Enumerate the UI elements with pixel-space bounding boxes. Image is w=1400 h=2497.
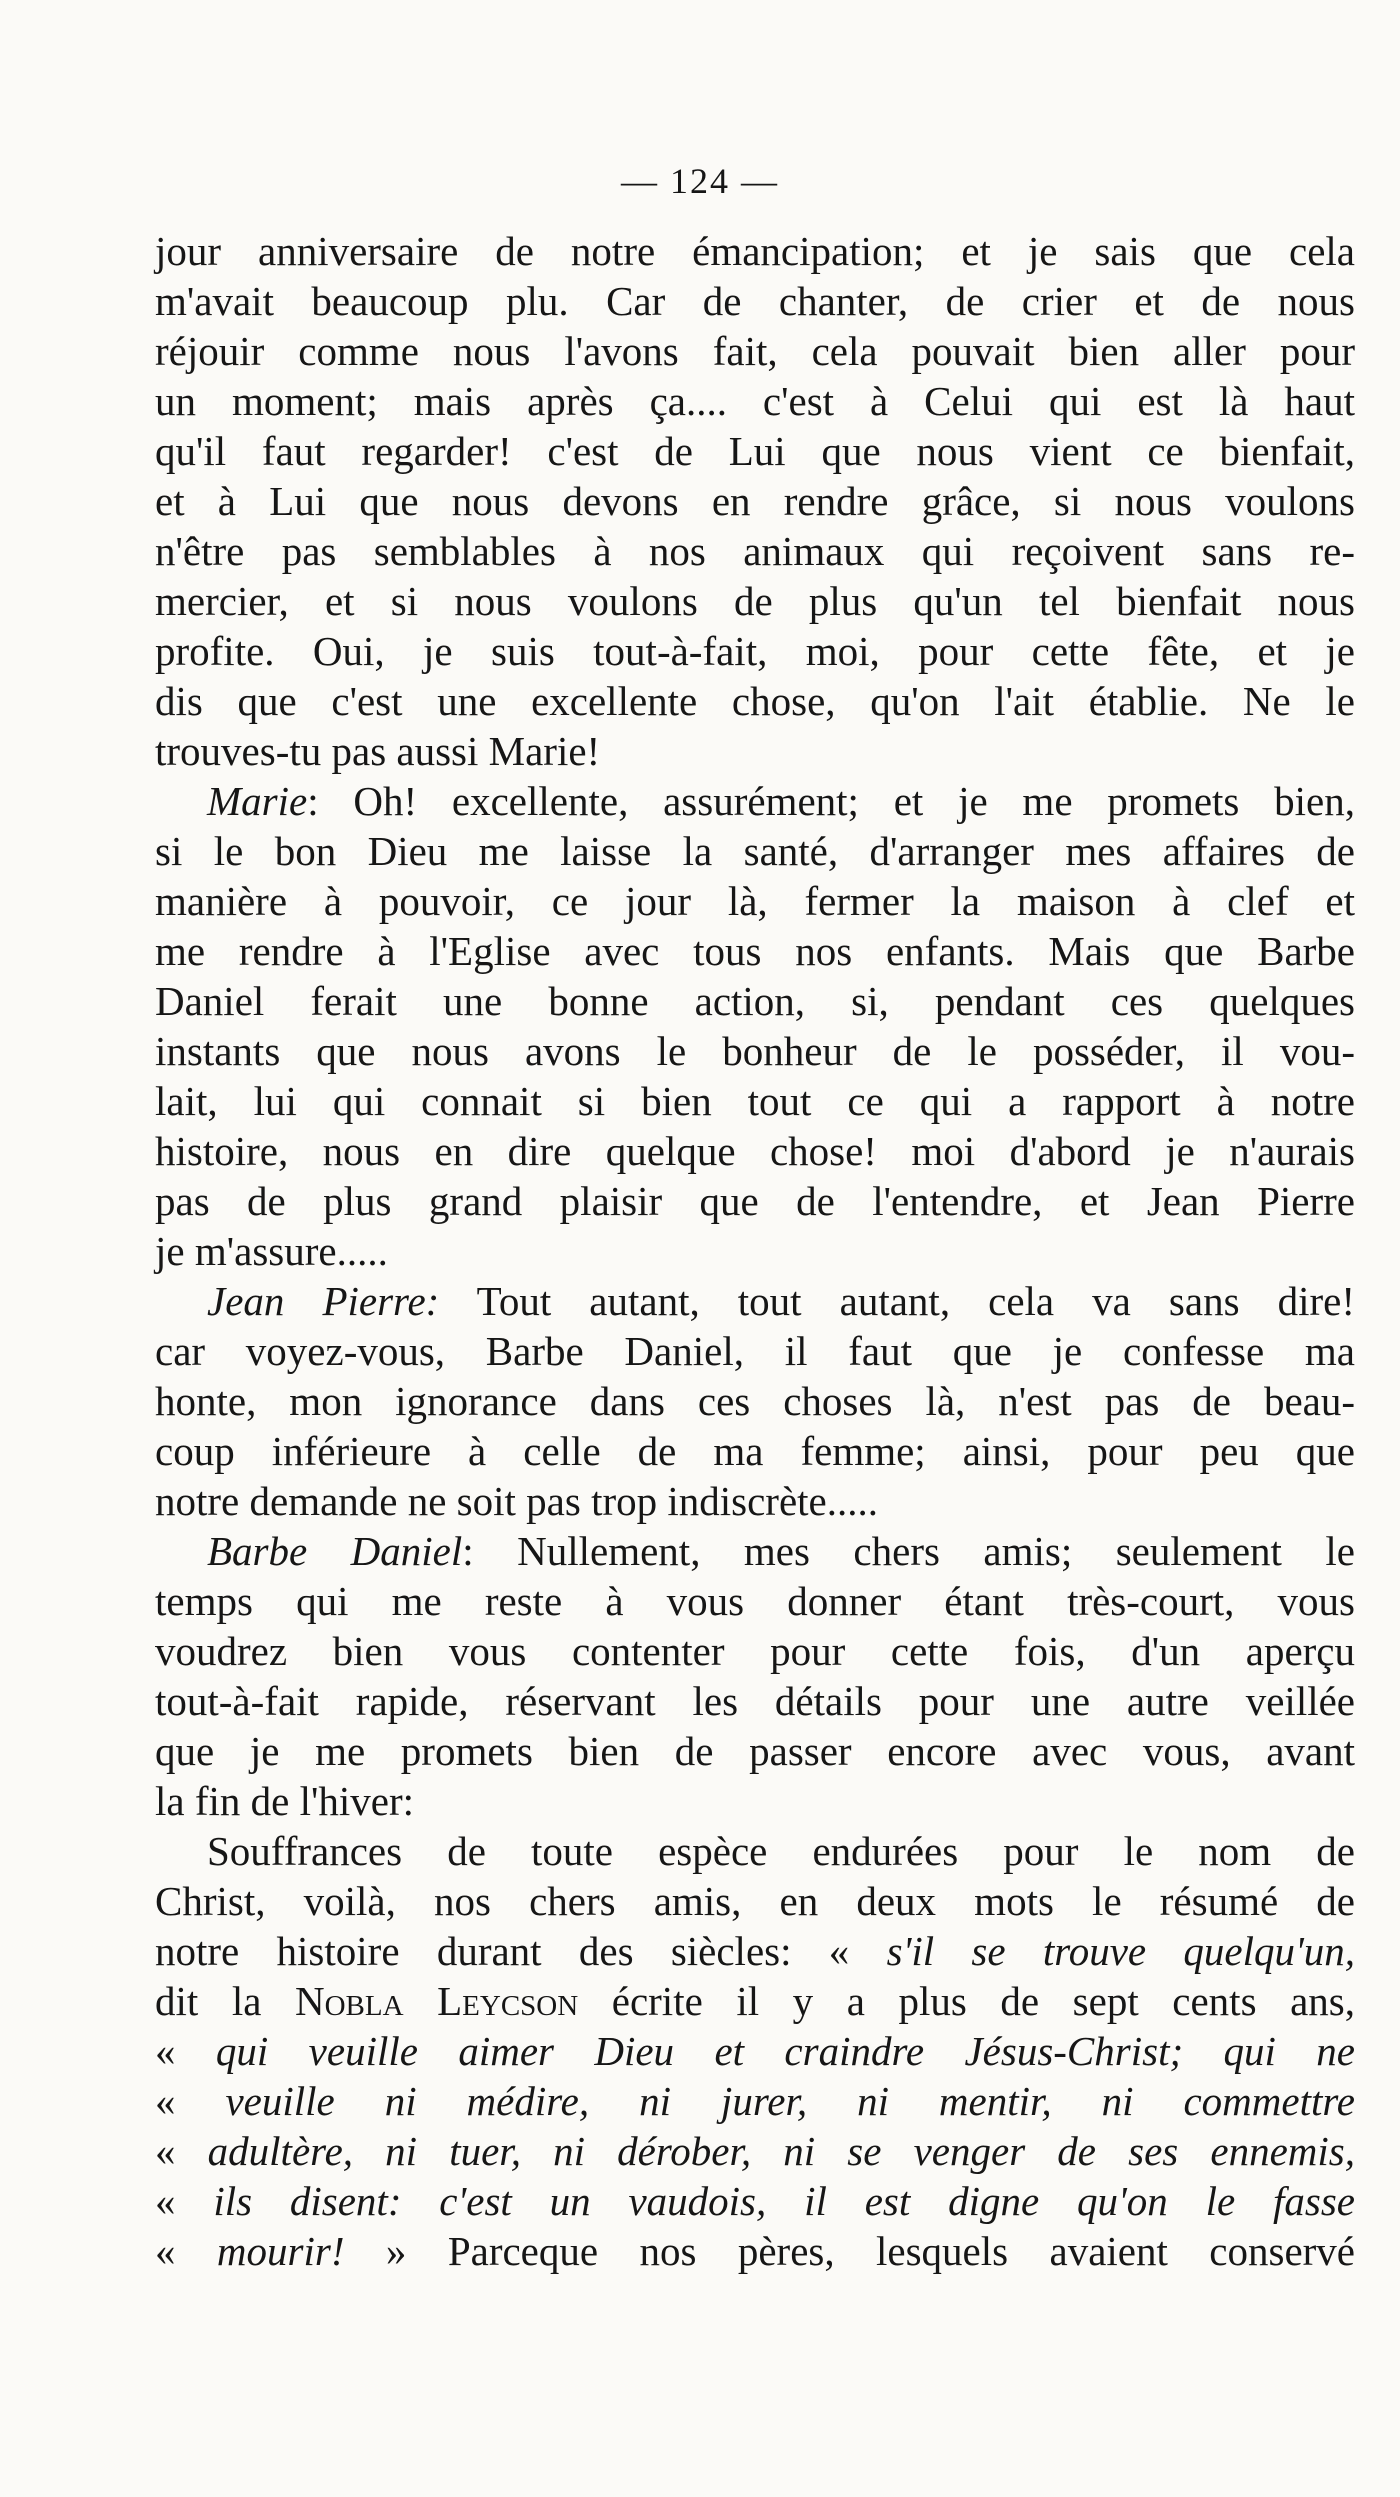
italic-quote: qui veuille aimer Dieu et craindre Jésus-Christ; qui ne: [215, 2028, 1355, 2074]
text-line: [155, 476, 1355, 526]
line-text: un moment; mais après ça.... c'est à Celui qui est là haut: [155, 378, 1355, 424]
text-line: [155, 576, 1355, 626]
line-text: Souffrances de toute espèce endurées pour le nom de: [207, 1828, 1355, 1874]
line-text: dit la: [155, 1978, 295, 2024]
text-line: [155, 1526, 1355, 1576]
text-line: [155, 926, 1355, 976]
small-caps-title: Nobla Leycson: [295, 1978, 579, 2024]
body-text: [155, 226, 1355, 2276]
line-text: profite. Oui, je suis tout-à-fait, moi, pour cette fête, et je: [155, 628, 1355, 674]
line-text: instants que nous avons le bonheur de le posséder, il vou-: [155, 1028, 1355, 1074]
line-text: pas de plus grand plaisir que de l'entendre, et Jean Pierre: [155, 1178, 1355, 1224]
italic-quote: veuille ni médire, ni jurer, ni mentir, ni commettre: [225, 2078, 1356, 2124]
text-line: [155, 326, 1355, 376]
text-line: [155, 1676, 1355, 1726]
line-text: et à Lui que nous devons en rendre grâce, si nous voulons: [155, 478, 1355, 524]
page-number: — 124 —: [621, 161, 779, 201]
text-line: [155, 226, 1355, 276]
text-line: [155, 1026, 1355, 1076]
italic-quote: mourir!: [216, 2228, 345, 2274]
text-line: [155, 1826, 1355, 1876]
text-line: [155, 2226, 1355, 2276]
line-text: réjouir comme nous l'avons fait, cela pouvait bien aller pour: [155, 328, 1355, 374]
line-text: n'être pas semblables à nos animaux qui reçoivent sans re-: [155, 528, 1355, 574]
text-line: [155, 426, 1355, 476]
line-text: notre histoire durant des siècles: «: [155, 1928, 887, 1974]
italic-quote: adultère, ni tuer, ni dérober, ni se venger de ses ennemis,: [207, 2128, 1356, 2174]
text-line: [155, 1376, 1355, 1426]
line-text-tail: écrite il y a plus de sept cents ans,: [578, 1978, 1355, 2024]
text-line: [155, 2076, 1355, 2126]
text-line: [155, 1276, 1355, 1326]
line-text: mercier, et si nous voulons de plus qu'un tel bienfait nous: [155, 578, 1355, 624]
text-line: [155, 1626, 1355, 1676]
line-text: notre demande ne soit pas trop indiscrète.....: [155, 1478, 878, 1524]
line-text: honte, mon ignorance dans ces choses là, n'est pas de beau-: [155, 1378, 1355, 1424]
text-line: [155, 2126, 1355, 2176]
text-line: [155, 976, 1355, 1026]
text-line: [155, 626, 1355, 676]
line-text: Christ, voilà, nos chers amis, en deux mots le résumé de: [155, 1878, 1355, 1924]
text-line: [155, 1726, 1355, 1776]
line-text: coup inférieure à celle de ma femme; ainsi, pour peu que: [155, 1428, 1355, 1474]
text-line: [155, 726, 1355, 776]
line-text: qu'il faut regarder! c'est de Lui que nous vient ce bienfait,: [155, 428, 1355, 474]
text-line: [155, 1776, 1355, 1826]
italic-quote: s'il se trouve quelqu'un,: [886, 1928, 1355, 1974]
line-text: je m'assure.....: [155, 1228, 388, 1274]
line-text: histoire, nous en dire quelque chose! moi d'abord je n'aurais: [155, 1128, 1355, 1174]
text-line: [155, 1976, 1355, 2026]
line-text: tout-à-fait rapide, réservant les détails pour une autre veillée: [155, 1678, 1355, 1724]
text-line: [155, 2026, 1355, 2076]
text-line: [155, 1226, 1355, 1276]
text-line: [155, 1176, 1355, 1226]
text-line: [155, 876, 1355, 926]
line-text: car voyez-vous, Barbe Daniel, il faut que je confesse ma: [155, 1328, 1355, 1374]
text-line: [155, 1426, 1355, 1476]
text-line: [155, 1926, 1355, 1976]
text-line: [155, 776, 1355, 826]
line-text: «: [155, 2228, 217, 2274]
line-text: temps qui me reste à vous donner étant très-court, vous: [155, 1578, 1355, 1624]
italic-quote: ils disent: c'est un vaudois, il est digne qu'on le fasse: [213, 2178, 1355, 2224]
line-text: jour anniversaire de notre émancipation; et je sais que cela: [155, 228, 1355, 274]
line-text: trouves-tu pas aussi Marie!: [155, 728, 601, 774]
speaker-name: Marie: [207, 778, 308, 824]
text-line: [155, 2176, 1355, 2226]
line-text: la fin de l'hiver:: [155, 1778, 414, 1824]
text-line: [155, 1876, 1355, 1926]
line-text: voudrez bien vous contenter pour cette fois, d'un aperçu: [155, 1628, 1355, 1674]
text-line: [155, 276, 1355, 326]
speaker-name: Barbe Daniel: [207, 1528, 463, 1574]
line-text: Daniel ferait une bonne action, si, pendant ces quelques: [155, 978, 1355, 1024]
line-text: : Nullement, mes chers amis; seulement le: [462, 1528, 1355, 1574]
line-text: : Oh! excellente, assurément; et je me promets bien,: [307, 778, 1355, 824]
line-text: «: [155, 2128, 208, 2174]
text-line: [155, 1576, 1355, 1626]
line-text: lait, lui qui connait si bien tout ce qui a rapport à notre: [155, 1078, 1355, 1124]
line-text: Tout autant, tout autant, cela va sans dire!: [439, 1278, 1355, 1324]
line-text: me rendre à l'Eglise avec tous nos enfants. Mais que Barbe: [155, 928, 1355, 974]
line-text-tail: » Parceque nos pères, lesquels avaient conservé: [344, 2228, 1356, 2274]
text-line: [155, 1476, 1355, 1526]
line-text: «: [155, 2178, 214, 2224]
text-line: [155, 826, 1355, 876]
line-text: «: [155, 2028, 216, 2074]
speaker-name: Jean Pierre:: [207, 1278, 440, 1324]
text-line: [155, 1126, 1355, 1176]
line-text: que je me promets bien de passer encore avec vous, avant: [155, 1728, 1355, 1774]
text-line: [155, 526, 1355, 576]
line-text: manière à pouvoir, ce jour là, fermer la maison à clef et: [155, 878, 1355, 924]
text-line: [155, 376, 1355, 426]
line-text: m'avait beaucoup plu. Car de chanter, de crier et de nous: [155, 278, 1355, 324]
text-line: [155, 1326, 1355, 1376]
text-line: [155, 676, 1355, 726]
line-text: si le bon Dieu me laisse la santé, d'arranger mes affaires de: [155, 828, 1355, 874]
text-line: [155, 1076, 1355, 1126]
line-text: dis que c'est une excellente chose, qu'on l'ait établie. Ne le: [155, 678, 1355, 724]
line-text: «: [155, 2078, 226, 2124]
